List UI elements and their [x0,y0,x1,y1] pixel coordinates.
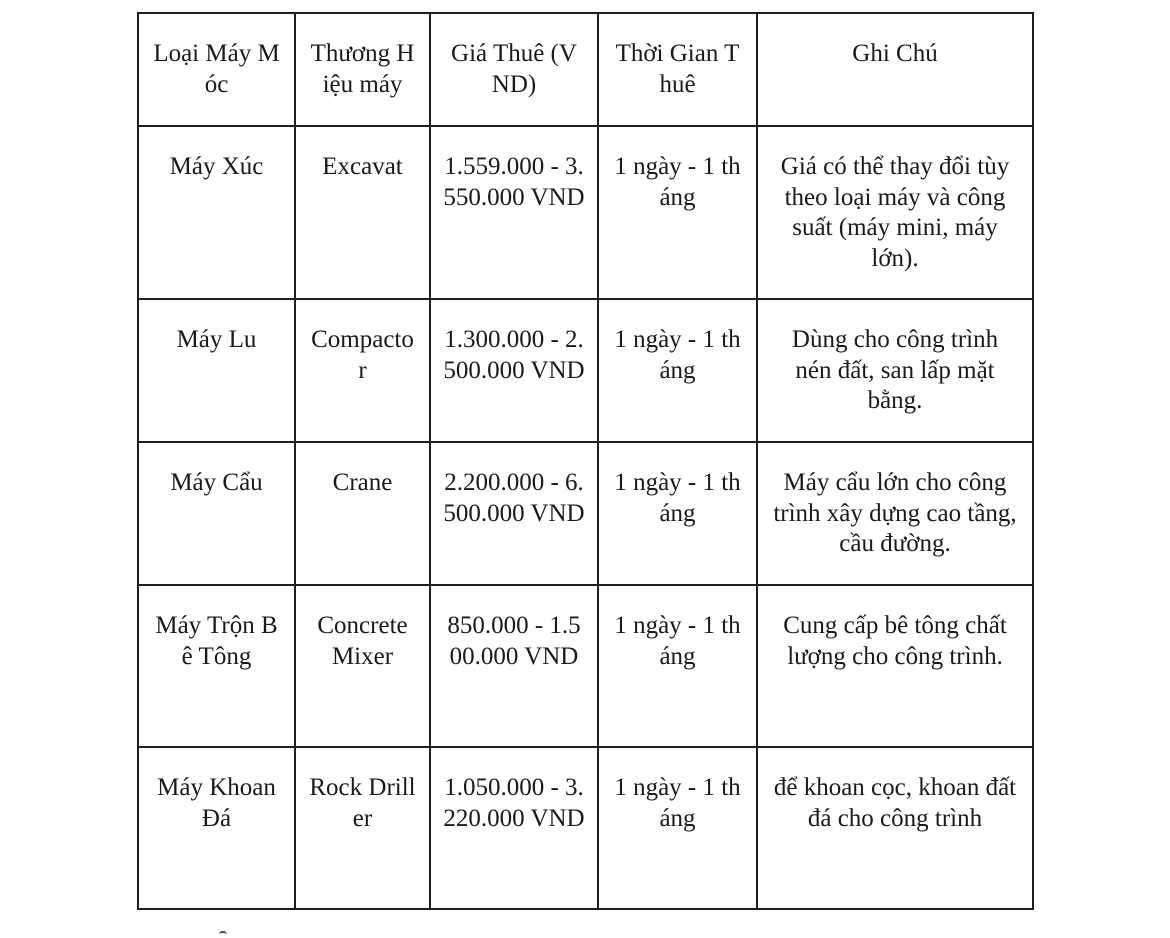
cell-rental-price: 1.300.000 - 2.500.000 VND [430,299,598,442]
cell-machine-type: Máy Trộn Bê Tông [138,585,295,747]
table-row [138,442,1033,585]
cell-brand: Excavat [295,126,430,299]
cell-rental-price: 1.559.000 - 3.550.000 VND [430,126,598,299]
cell-rental-price: 850.000 - 1.500.000 VND [430,585,598,747]
cell-brand: Compactor [295,299,430,442]
table-row [138,299,1033,442]
cell-rental-duration: 1 ngày - 1 tháng [598,299,757,442]
cell-rental-duration: 1 ngày - 1 tháng [598,747,757,909]
rental-price-table [137,12,1034,910]
cell-note: Máy cẩu lớn cho công trình xây dựng cao tầng, cầu đường. [757,442,1033,585]
cell-machine-type: Máy Lu [138,299,295,442]
header-rental-price: Giá Thuê (VND) [430,13,598,126]
cell-machine-type: Máy Xúc [138,126,295,299]
cell-brand: Rock Driller [295,747,430,909]
cell-rental-duration: 1 ngày - 1 tháng [598,442,757,585]
cell-rental-price: 1.050.000 - 3.220.000 VND [430,747,598,909]
cropped-text-fragment [219,931,227,937]
cell-note: Dùng cho công trình nén đất, san lấp mặt bằng. [757,299,1033,442]
cell-note: Giá có thể thay đổi tùy theo loại máy và công suất (máy mini, máy lớn). [757,126,1033,299]
cell-note: để khoan cọc, khoan đất đá cho công trình [757,747,1033,909]
cell-machine-type: Máy Khoan Đá [138,747,295,909]
header-brand: Thương Hiệu máy [295,13,430,126]
cell-note: Cung cấp bê tông chất lượng cho công trình. [757,585,1033,747]
table-row [138,126,1033,299]
table-row [138,585,1033,747]
header-machine-type: Loại Máy Móc [138,13,295,126]
cell-brand: Concrete Mixer [295,585,430,747]
header-note: Ghi Chú [757,13,1033,126]
table-row [138,747,1033,909]
cell-rental-duration: 1 ngày - 1 tháng [598,585,757,747]
cell-rental-duration: 1 ngày - 1 tháng [598,126,757,299]
cell-machine-type: Máy Cẩu [138,442,295,585]
cell-brand: Crane [295,442,430,585]
cell-rental-price: 2.200.000 - 6.500.000 VND [430,442,598,585]
header-rental-duration: Thời Gian Thuê [598,13,757,126]
header-row [138,13,1033,126]
